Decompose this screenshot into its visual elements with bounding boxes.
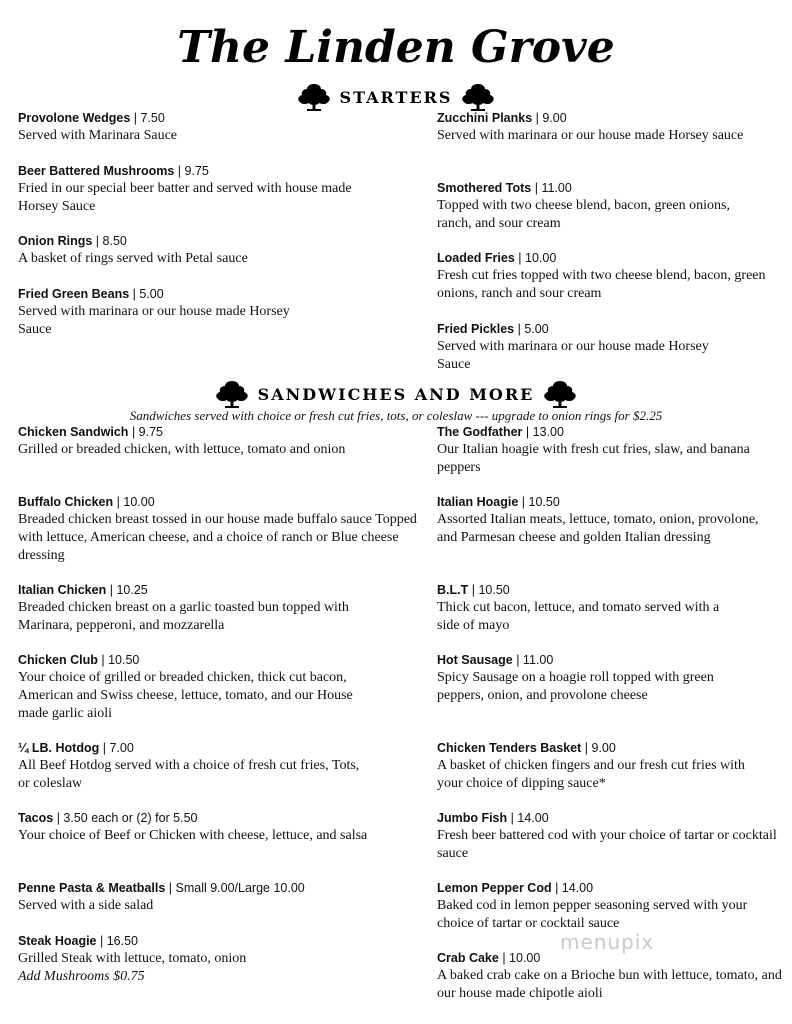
item-description: Served with marinara or our house made Horsey Sauce bbox=[437, 339, 709, 372]
item-name: Penne Pasta & Meatballs bbox=[18, 881, 166, 895]
item-description: Breaded chicken breast tossed in our house made buffalo sauce Topped with lettuce, American cheese, and a choice of ranch or Blue cheese dressing bbox=[18, 512, 417, 563]
tree-icon bbox=[460, 82, 496, 112]
item-name: Provolone Wedges bbox=[18, 111, 131, 125]
item-name: Chicken Tenders Basket bbox=[437, 741, 582, 755]
item-description: Spicy Sausage on a hoagie roll topped with green peppers, onion, and provolone cheese bbox=[437, 670, 714, 703]
item-description: Served with marinara or our house made Horsey sauce bbox=[437, 128, 744, 143]
menu-item bbox=[437, 321, 737, 374]
menu-item bbox=[18, 880, 388, 915]
menu-item bbox=[437, 110, 777, 145]
item-description: Served with marinara or our house made Horsey Sauce bbox=[18, 304, 290, 337]
item-name: Buffalo Chicken bbox=[18, 495, 114, 509]
item-price: | 9.75 bbox=[131, 425, 163, 439]
menu-item bbox=[18, 933, 388, 986]
item-name: Smothered Tots bbox=[437, 181, 532, 195]
item-description: Fried in our special beer batter and served with house made Horsey Sauce bbox=[18, 181, 352, 214]
item-price: | 5.00 bbox=[517, 322, 549, 336]
item-price: | 10.50 bbox=[101, 653, 140, 667]
item-description: Breaded chicken breast on a garlic toasted bun topped with Marinara, pepperoni, and mozzarella bbox=[18, 600, 349, 633]
item-name: Steak Hoagie bbox=[18, 934, 97, 948]
item-name: Lemon Pepper Cod bbox=[437, 881, 552, 895]
sandwiches-heading-label: SANDWICHES AND MORE bbox=[257, 384, 535, 404]
item-addon: Add Mushrooms $0.75 bbox=[18, 969, 145, 984]
item-price: | 14.00 bbox=[555, 881, 594, 895]
item-description: Grilled Steak with lettuce, tomato, onion bbox=[18, 951, 247, 966]
item-description: Fresh cut fries topped with two cheese blend, bacon, green onions, ranch and sour cream bbox=[437, 268, 766, 301]
sandwiches-heading bbox=[0, 379, 792, 409]
item-name: Zucchini Planks bbox=[437, 111, 533, 125]
menu-item bbox=[18, 582, 403, 635]
item-description: Served with a side salad bbox=[18, 898, 154, 913]
item-name: Loaded Fries bbox=[437, 251, 515, 265]
menu-item bbox=[437, 880, 767, 933]
item-price: | 5.00 bbox=[132, 287, 164, 301]
item-description: A basket of chicken fingers and our fresh cut fries with your choice of dipping sauce* bbox=[437, 758, 745, 791]
menu-item bbox=[437, 582, 727, 635]
item-description: A basket of rings served with Petal sauce bbox=[18, 251, 248, 266]
item-price: | 9.75 bbox=[177, 164, 209, 178]
item-description: Baked cod in lemon pepper seasoning served with your choice of tartar or cocktail sauce bbox=[437, 898, 748, 931]
item-name: Tacos bbox=[18, 811, 54, 825]
item-name: Fried Pickles bbox=[437, 322, 515, 336]
item-name: Chicken Club bbox=[18, 653, 98, 667]
menu-item bbox=[437, 424, 777, 477]
item-name: Hot Sausage bbox=[437, 653, 513, 667]
item-name: The Godfather bbox=[437, 425, 523, 439]
menu-item bbox=[437, 652, 737, 705]
menu-item bbox=[18, 110, 388, 145]
item-description: Your choice of Beef or Chicken with cheese, lettuce, and salsa bbox=[18, 828, 368, 843]
item-description: All Beef Hotdog served with a choice of fresh cut fries, Tots, or coleslaw bbox=[18, 758, 360, 791]
item-price: | 13.00 bbox=[525, 425, 564, 439]
sides-note: Sandwiches served with choice or fresh cut fries, tots, or coleslaw --- upgrade to onion rings for $2.25 bbox=[129, 408, 663, 423]
tree-icon bbox=[542, 379, 578, 409]
item-price: | 9.00 bbox=[535, 111, 567, 125]
item-price: | 8.50 bbox=[95, 234, 127, 248]
item-description: Topped with two cheese blend, bacon, green onions, ranch, and sour cream bbox=[437, 198, 730, 231]
item-price: | 10.00 bbox=[502, 951, 541, 965]
menu-item bbox=[437, 250, 782, 303]
item-description: Our Italian hoagie with fresh cut fries, slaw, and banana peppers bbox=[437, 442, 750, 475]
item-price: | 16.50 bbox=[100, 934, 139, 948]
item-price: | 10.50 bbox=[471, 583, 510, 597]
item-price: | 10.50 bbox=[521, 495, 560, 509]
menu-item bbox=[18, 810, 418, 845]
item-name: Fried Green Beans bbox=[18, 287, 130, 301]
item-name: Beer Battered Mushrooms bbox=[18, 164, 175, 178]
tree-icon bbox=[214, 379, 250, 409]
watermark: menupix bbox=[560, 930, 655, 954]
item-description: Grilled or breaded chicken, with lettuce, tomato and onion bbox=[18, 442, 346, 457]
item-description: Thick cut bacon, lettuce, and tomato served with a side of mayo bbox=[437, 600, 720, 633]
menu-item bbox=[18, 424, 418, 459]
menu-item bbox=[18, 163, 388, 216]
item-name: Crab Cake bbox=[437, 951, 499, 965]
menu-item bbox=[437, 494, 772, 547]
item-description: A baked crab cake on a Brioche bun with lettuce, tomato, and our house made chipotle aioli bbox=[437, 968, 782, 1001]
menu-item bbox=[18, 740, 368, 793]
item-price: | 7.50 bbox=[133, 111, 165, 125]
restaurant-title: The Linden Grove bbox=[177, 22, 615, 73]
item-name: B.L.T bbox=[437, 583, 469, 597]
menu-item bbox=[18, 494, 423, 565]
item-price: | Small 9.00/Large 10.00 bbox=[168, 881, 305, 895]
item-description: Served with Marinara Sauce bbox=[18, 128, 177, 143]
item-name: Onion Rings bbox=[18, 234, 93, 248]
item-price: | 10.00 bbox=[116, 495, 155, 509]
menu-item bbox=[18, 286, 308, 339]
menu-item bbox=[437, 740, 752, 793]
item-price: | 9.00 bbox=[584, 741, 616, 755]
item-price: | 10.25 bbox=[109, 583, 148, 597]
item-description: Fresh beer battered cod with your choice of tartar or cocktail sauce bbox=[437, 828, 777, 861]
starters-heading bbox=[0, 82, 792, 112]
menu-item bbox=[18, 233, 388, 268]
item-name: Italian Hoagie bbox=[437, 495, 519, 509]
item-name: Italian Chicken bbox=[18, 583, 107, 597]
menu-item bbox=[18, 652, 363, 723]
item-price: | 11.00 bbox=[534, 181, 572, 195]
starters-heading-label: STARTERS bbox=[339, 87, 453, 107]
item-description: Your choice of grilled or breaded chicken, thick cut bacon, American and Swiss cheese, lettuce, tomato, and our House made garlic aioli bbox=[18, 670, 353, 721]
item-name: Jumbo Fish bbox=[437, 811, 508, 825]
item-name: Chicken Sandwich bbox=[18, 425, 129, 439]
item-price: | 11.00 bbox=[516, 653, 554, 667]
item-price: | 10.00 bbox=[518, 251, 557, 265]
item-description: Assorted Italian meats, lettuce, tomato, onion, provolone, and Parmesan cheese and golden Italian dressing bbox=[437, 512, 759, 545]
item-name: ¼ LB. Hotdog bbox=[18, 741, 100, 755]
item-price: | 3.50 each or (2) for 5.50 bbox=[56, 811, 198, 825]
menu-item bbox=[437, 810, 777, 863]
item-price: | 14.00 bbox=[510, 811, 549, 825]
item-price: | 7.00 bbox=[102, 741, 134, 755]
tree-icon bbox=[296, 82, 332, 112]
menu-item bbox=[437, 180, 747, 233]
menu-item bbox=[437, 950, 782, 1003]
